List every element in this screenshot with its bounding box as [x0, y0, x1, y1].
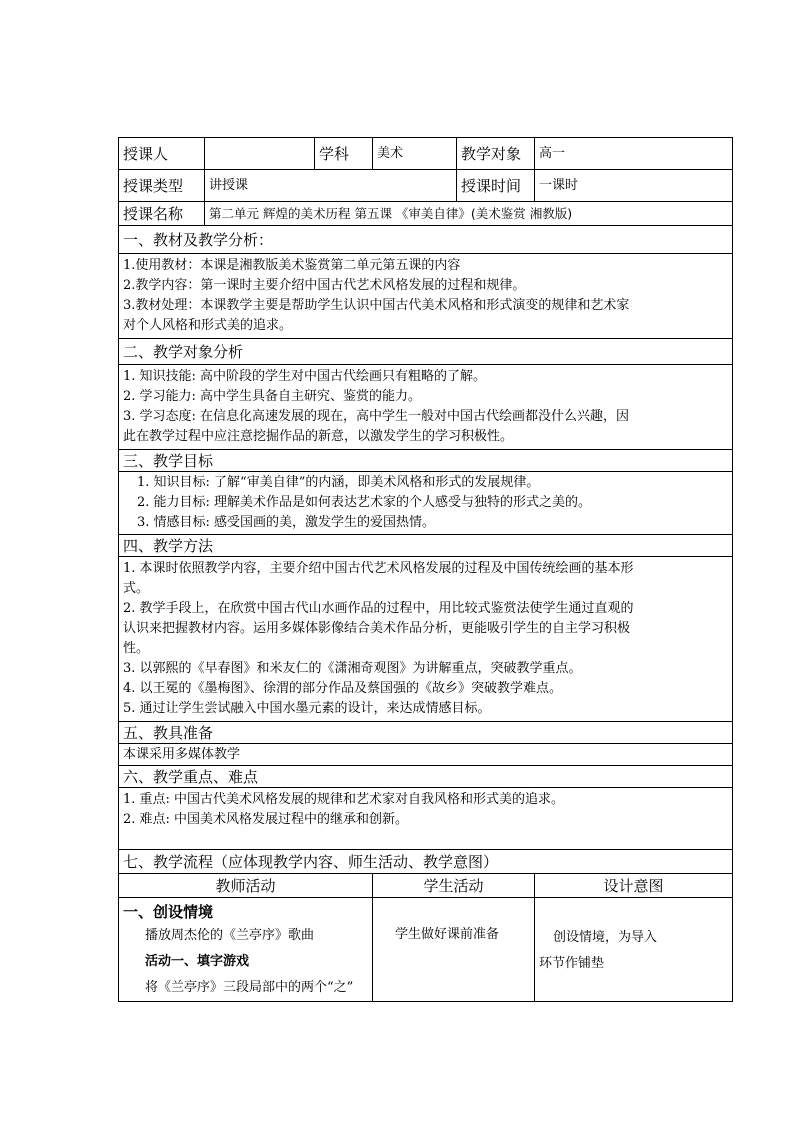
section-4-title: 四、教学方法 — [119, 535, 733, 557]
col-design-intent: 设计意图 — [535, 874, 733, 898]
teacher-line: 活动一、填字游戏 — [145, 954, 250, 969]
section-1-line: 对个人风格和形式美的追求。 — [123, 318, 293, 333]
section-1-line: 3.教材处理：本课教学主要是帮助学生认识中国古代美术风格和形式演变的规律和艺术家 — [123, 298, 630, 313]
student-activity-cell: 学生做好课前准备 — [373, 898, 535, 1002]
section-6-title: 六、教学重点、难点 — [119, 766, 733, 788]
section-4-line: 性。 — [123, 641, 150, 656]
section-1-line: 1.使用教材：本课是湘教版美术鉴赏第二单元第五课的内容 — [123, 258, 461, 273]
col-student-activity: 学生活动 — [373, 874, 535, 898]
section-2-body — [119, 365, 733, 450]
section-5-line: 本课采用多媒体教学 — [123, 746, 241, 762]
section-4-line: 认识来把握教材内容。运用多媒体影像结合美术作品分析，更能吸引学生的自主学习积极 — [123, 621, 631, 636]
col-teacher-activity: 教师活动 — [119, 874, 373, 898]
section-4-line: 4. 以王冕的《墨梅图》、徐渭的部分作品及蔡国强的《故乡》突破教学难点。 — [123, 681, 563, 696]
type-value: 讲授课 — [205, 170, 457, 202]
section-1-body — [119, 254, 733, 339]
section-6-body — [119, 788, 733, 850]
section-1-line: 2.教学内容：第一课时主要介绍中国古代艺术风格发展的过程和规律。 — [123, 278, 526, 293]
design-line: 环节作铺垫 — [539, 956, 605, 971]
time-label: 授课时间 — [457, 170, 535, 202]
section-4-line: 1. 本课时依照教学内容，主要介绍中国古代艺术风格发展的过程及中国传统绘画的基本形 — [123, 561, 634, 576]
section-4-line: 2. 教学手段上，在欣赏中国古代山水画作品的过程中，用比较式鉴赏法使学生通过直观的 — [123, 601, 634, 616]
section-3-line: 3. 情感目标: 感受国画的美，激发学生的爱国热情。 — [137, 515, 436, 530]
section-3-line: 1. 知识目标: 了解“审美自律”的内涵，即美术风格和形式的发展规律。 — [137, 475, 540, 490]
section-2-line: 3. 学习态度: 在信息化高速发展的现在，高中学生一般对中国古代绘画都没什么兴趣，因 — [123, 409, 630, 424]
section-6-line: 2. 难点: 中国美术风格发展过程中的继承和创新。 — [123, 812, 409, 827]
section-3-title: 三、教学目标 — [119, 450, 733, 472]
section-2-line: 此在教学过程中应注意挖掘作品的新意，以激发学生的学习积极性。 — [123, 429, 514, 444]
section-4-line: 3. 以郭熙的《早春图》和米友仁的《潇湘奇观图》为讲解重点，突破教学重点。 — [123, 661, 582, 676]
target-label: 教学对象 — [457, 138, 535, 170]
section-2-line: 2. 学习能力: 高中学生具备自主研究、鉴赏的能力。 — [123, 389, 422, 404]
teacher-activity-cell — [119, 898, 373, 1002]
teacher-line: 播放周杰伦的《兰亭序》歌曲 — [145, 928, 315, 943]
time-value: 一课时 — [535, 170, 733, 202]
section-6-line: 1. 重点: 中国古代美术风格发展的规律和艺术家对自我风格和形式美的追求。 — [123, 792, 565, 807]
step-title: 一、创设情境 — [123, 903, 214, 921]
subject-value: 美术 — [373, 138, 457, 170]
section-1-title: 一、教材及教学分析： — [119, 226, 733, 254]
section-4-line: 式。 — [123, 581, 150, 596]
subject-label: 学科 — [315, 138, 373, 170]
name-label: 授课名称 — [119, 202, 205, 226]
section-4-line: 5. 通过让学生尝试融入中国水墨元素的设计，来达成情感目标。 — [123, 701, 491, 716]
design-intent-cell — [535, 898, 733, 1002]
lesson-plan-table — [118, 137, 733, 1002]
section-5-title: 五、教具准备 — [119, 722, 733, 744]
teacher-value — [205, 138, 315, 170]
design-line: 创设情境，为导入 — [553, 930, 658, 945]
name-value: 第二单元 辉煌的美术历程 第五课 《审美自律》(美术鉴赏 湘教版) — [205, 202, 733, 226]
section-4-body — [119, 557, 733, 722]
section-3-body — [119, 472, 733, 535]
section-2-line: 1. 知识技能: 高中阶段的学生对中国古代绘画只有粗略的了解。 — [123, 369, 487, 384]
section-5-body — [119, 744, 733, 766]
teacher-label: 授课人 — [119, 138, 205, 170]
type-label: 授课类型 — [119, 170, 205, 202]
section-2-title: 二、教学对象分析 — [119, 339, 733, 365]
target-value: 高一 — [535, 138, 733, 170]
section-3-line: 2. 能力目标: 理解美术作品是如何表达艺术家的个人感受与独特的形式之美的。 — [137, 495, 592, 510]
teacher-line: 将《兰亭序》三段局部中的两个“之” — [145, 980, 354, 995]
section-7-title: 七、教学流程（应体现教学内容、师生活动、教学意图） — [119, 850, 733, 874]
